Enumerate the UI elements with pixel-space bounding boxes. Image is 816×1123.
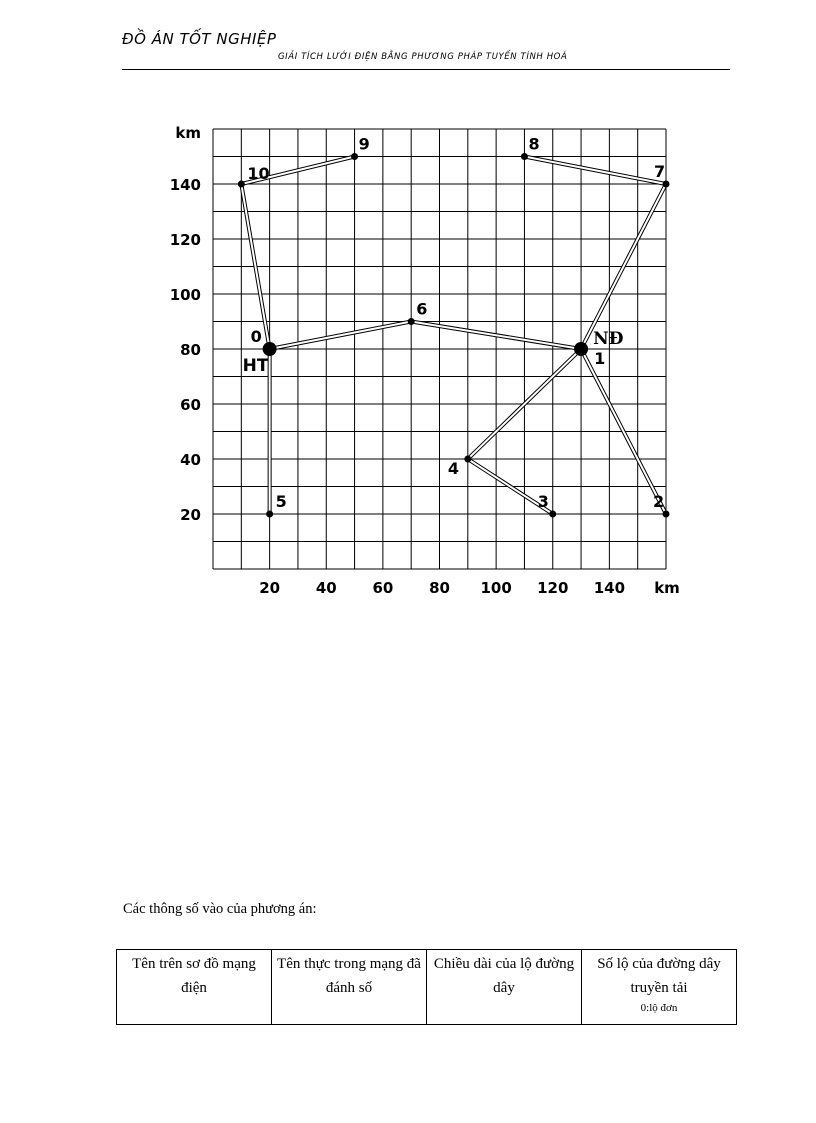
document-subtitle: GIẢI TÍCH LƯỚI ĐIỆN BẰNG PHƯƠNG PHÁP TUYẾN TÍNH HOÁ: [278, 52, 568, 62]
x-tick-label: 140: [593, 579, 626, 597]
y-tick-label: 60: [180, 396, 201, 414]
header-line-length: Chiều dài của lộ đường dây: [433, 956, 575, 996]
document-title: ĐỒ ÁN TỐT NGHIỆP: [122, 30, 277, 48]
node-8: [521, 153, 528, 160]
y-tick-label: 120: [169, 231, 201, 249]
node-9: [351, 153, 358, 160]
table-header-cell: [427, 950, 582, 1025]
y-unit-label: km: [175, 124, 201, 142]
table-header-cell: [272, 950, 427, 1025]
node-1: [574, 342, 588, 356]
node-3: [549, 511, 556, 518]
y-tick-label: 40: [180, 451, 201, 469]
y-tick-label: 80: [180, 341, 201, 359]
node-label-0: 0: [250, 327, 262, 346]
node-tag-0: HT: [242, 356, 269, 376]
parameters-table: [116, 949, 737, 1025]
node-label-9: 9: [358, 134, 370, 154]
x-tick-label: 120: [537, 579, 569, 597]
transmission-line-inner-0-6: [270, 322, 412, 350]
table-header-cell: [582, 950, 737, 1025]
node-6: [408, 318, 415, 325]
table-header-row: [117, 950, 737, 1025]
x-tick-label: 100: [480, 579, 512, 597]
node-label-7: 7: [654, 162, 666, 181]
node-10: [238, 181, 245, 188]
intro-text: Các thông số vào của phương án:: [123, 901, 317, 917]
node-2: [663, 511, 670, 518]
node-4: [464, 456, 471, 463]
node-label-6: 6: [416, 299, 428, 319]
y-tick-label: 140: [169, 176, 201, 194]
node-7: [663, 181, 670, 188]
x-unit-label: km: [654, 579, 680, 597]
node-label-8: 8: [528, 134, 540, 154]
header-circuit-count: Số lộ của đường dây truyền tải: [597, 956, 721, 996]
node-0: [263, 342, 277, 356]
node-label-10: 10: [247, 164, 270, 183]
x-tick-label: 80: [429, 579, 450, 597]
x-tick-label: 20: [259, 579, 281, 597]
table-header-cell: [117, 950, 272, 1025]
header-real-name: Tên thực trong mạng đã đánh số: [277, 956, 421, 996]
node-label-1: 1: [594, 349, 606, 368]
node-5: [266, 511, 273, 518]
node-label-5: 5: [275, 492, 287, 511]
x-tick-label: 40: [315, 579, 337, 597]
node-label-2: 2: [653, 492, 665, 511]
header-note: 0:lộ đơn: [640, 1002, 678, 1014]
node-tag-1: NĐ: [593, 329, 624, 349]
y-tick-label: 100: [169, 286, 201, 304]
node-label-3: 3: [537, 492, 549, 511]
y-tick-label: 20: [180, 506, 201, 524]
transmission-line-inner-7-8: [524, 157, 666, 185]
node-label-4: 4: [447, 459, 459, 478]
x-tick-label: 60: [372, 579, 394, 597]
header-schematic-name: Tên trên sơ đồ mạng điện: [132, 956, 256, 996]
